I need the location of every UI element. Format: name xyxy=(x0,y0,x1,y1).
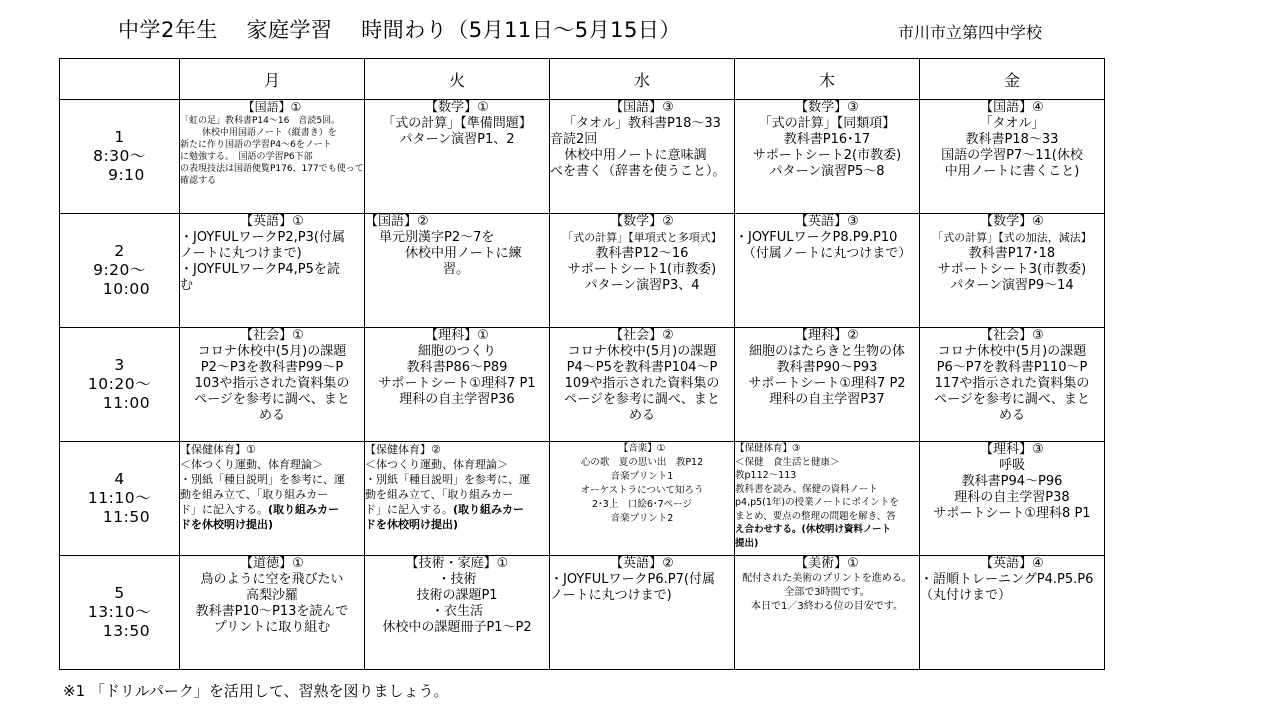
lesson-cell-mon-3 xyxy=(180,328,365,442)
lesson-subject: 【英語】③ xyxy=(795,214,859,229)
lesson-line: ページを参考に調べ、まと xyxy=(934,392,1090,407)
lesson-line: 教科書P16･17 xyxy=(783,132,871,147)
period-row-4 xyxy=(60,442,1105,556)
lesson-line: 教科書P18～33 xyxy=(965,132,1059,147)
lesson-line: 休校中用ノートに意味調 xyxy=(564,148,707,163)
lesson-line-bold: (取り組みカー xyxy=(268,503,340,516)
lesson-line: 技術の課題P1 xyxy=(416,588,498,603)
lesson-line: に勉強する。 国語の学習P6下部 xyxy=(180,152,313,162)
lesson-line: サポートシート1(市教委) xyxy=(567,262,717,277)
lesson-subject: 【数学】④ xyxy=(980,214,1044,229)
lesson-cell-fri-5 xyxy=(920,556,1105,670)
day-wednesday: 水 xyxy=(550,59,735,100)
lesson-line: パターン演習P9～14 xyxy=(950,278,1074,293)
lesson-line: 「タオル」 xyxy=(979,116,1045,131)
lesson-line: 細胞のつくり xyxy=(417,344,496,359)
lesson-line: 理科の自主学習P36 xyxy=(399,392,515,407)
lesson-line: 103や指示された資料集の xyxy=(194,376,350,391)
lesson-cell-mon-2 xyxy=(180,214,365,328)
lesson-cell-fri-1 xyxy=(920,100,1105,214)
period-start: 13:10～ xyxy=(87,603,152,621)
lesson-cell-thu-5 xyxy=(735,556,920,670)
lesson-line: ド」に記入する。 xyxy=(180,503,268,516)
lesson-line: 鳥のように空を飛びたい xyxy=(200,572,344,587)
period-label xyxy=(60,328,180,442)
lesson-line: コロナ休校中(5月)の課題 xyxy=(937,344,1087,359)
lesson-line: ＜保健 食生活と健康＞ xyxy=(735,456,840,468)
lesson-line: 音楽プリント2 xyxy=(610,513,674,524)
lesson-line: P6～P7を教科書P110～P xyxy=(936,360,1088,375)
lesson-cell-tue-2 xyxy=(365,214,550,328)
lesson-line: 休校中の課題冊子P1～P2 xyxy=(382,620,532,635)
lesson-cell-thu-4 xyxy=(735,442,920,556)
lesson-line: 国語の学習P7～11(休校 xyxy=(941,148,1083,163)
lesson-line: 音読2回 xyxy=(550,132,598,147)
lesson-cell-wed-3 xyxy=(550,328,735,442)
period-end: 10:00 xyxy=(102,280,151,298)
lesson-subject: 【英語】① xyxy=(240,214,304,229)
lesson-line: 心の歌 夏の思い出 教P12 xyxy=(580,457,704,468)
lesson-cell-wed-2 xyxy=(550,214,735,328)
lesson-line: 「虹の足」教科書P14～16 音読5回。 xyxy=(180,116,341,126)
lesson-line: 教科書P90～P93 xyxy=(776,360,878,375)
period-label xyxy=(60,100,180,214)
lesson-line: 「式の計算」【同類項】 xyxy=(758,116,896,131)
lesson-subject: 【国語】④ xyxy=(980,100,1044,115)
period-number: 1 xyxy=(114,128,125,146)
lesson-line: パターン演習P3、4 xyxy=(584,278,700,293)
lesson-subject: 【保健体育】① xyxy=(180,443,256,456)
timetable xyxy=(59,58,1105,670)
period-end: 11:00 xyxy=(102,394,151,412)
lesson-cell-mon-4 xyxy=(180,442,365,556)
lesson-line: サポートシート①理科7 P2 xyxy=(748,376,906,391)
lesson-line-bold: ドを休校明け提出) xyxy=(365,518,459,531)
lesson-line: 音楽プリント1 xyxy=(610,471,674,482)
lesson-line: 教科書P17･18 xyxy=(968,246,1056,261)
lesson-line: ・技術 xyxy=(437,572,477,587)
lesson-line: ノートに丸つけまで) xyxy=(550,588,672,603)
period-start: 8:30～ xyxy=(93,147,146,165)
lesson-line: パターン演習P1、2 xyxy=(399,132,515,147)
period-label xyxy=(60,442,180,556)
lesson-line: 中用ノートに書くこと) xyxy=(944,164,1080,179)
lesson-line-bold: え合わせする。(休校明け資料ノート xyxy=(735,524,892,535)
lesson-line: P4～P5を教科書P104～P xyxy=(566,360,718,375)
lesson-line: 習。 xyxy=(443,262,470,277)
lesson-line: 109や指示された資料集の xyxy=(564,376,720,391)
lesson-line-group xyxy=(365,502,549,517)
lesson-line-bold: (取り組みカー xyxy=(453,503,525,516)
lesson-line: 単元別漢字P2～7を xyxy=(379,230,495,245)
lesson-line: 本日で1／3終わる位の目安です。 xyxy=(751,601,903,612)
lesson-line: ・JOYFULワークP8.P9.P10 xyxy=(735,230,898,245)
lesson-line: 2･3上 口絵6･7ページ xyxy=(592,499,692,510)
lesson-line: 新たに作り国語の学習P4～6をノート xyxy=(180,140,332,150)
lesson-line: ページを参考に調べ、まと xyxy=(194,392,350,407)
lesson-line-group xyxy=(180,502,364,517)
lesson-subject: 【音楽】① xyxy=(618,443,666,454)
lesson-cell-fri-2 xyxy=(920,214,1105,328)
lesson-cell-tue-1 xyxy=(365,100,550,214)
lesson-line: ページを参考に調べ、まと xyxy=(564,392,720,407)
lesson-cell-mon-5 xyxy=(180,556,365,670)
school-name: 市川市立第四中学校 xyxy=(898,23,1043,42)
period-number: 3 xyxy=(114,356,125,374)
lesson-line: ＜体つくり運動、体育理論＞ xyxy=(180,458,323,471)
lesson-line: 高梨沙羅 xyxy=(245,588,298,603)
header-row xyxy=(60,59,1105,100)
lesson-cell-wed-4 xyxy=(550,442,735,556)
lesson-subject: 【社会】③ xyxy=(980,328,1044,343)
lesson-subject: 【英語】④ xyxy=(980,556,1044,571)
lesson-line: 教科書P12～16 xyxy=(595,246,689,261)
period-end: 9:10 xyxy=(108,166,145,184)
lesson-line: （丸付けまで） xyxy=(920,588,1012,603)
lesson-cell-thu-1 xyxy=(735,100,920,214)
period-row-1 xyxy=(60,100,1105,214)
period-row-5 xyxy=(60,556,1105,670)
lesson-line: む xyxy=(180,278,194,293)
lesson-line: 休校中用国語ノート（縦書き）を xyxy=(202,128,337,138)
lesson-cell-tue-4 xyxy=(365,442,550,556)
lesson-line: パターン演習P5～8 xyxy=(769,164,885,179)
lesson-subject: 【理科】② xyxy=(795,328,859,343)
lesson-line: ・語順トレーニングP4.P5.P6 xyxy=(920,572,1094,587)
day-friday: 金 xyxy=(920,59,1105,100)
lesson-line: 「式の計算」【式の加法，減法】 xyxy=(932,231,1092,244)
lesson-line: 全部で3時間です。 xyxy=(784,587,870,598)
lesson-line: ・JOYFULワークP4,P5を読 xyxy=(180,262,340,277)
lesson-subject: 【保健体育】② xyxy=(365,443,441,456)
lesson-subject: 【理科】① xyxy=(425,328,489,343)
lesson-cell-wed-5 xyxy=(550,556,735,670)
lesson-cell-wed-1 xyxy=(550,100,735,214)
period-number: 4 xyxy=(114,470,125,488)
lesson-line: サポートシート3(市教委) xyxy=(937,262,1087,277)
lesson-line: ・別紙「種目説明」を参考に、運 xyxy=(365,473,530,486)
lesson-line: 細胞のはたらきと生物の体 xyxy=(748,344,905,359)
lesson-subject: 【国語】① xyxy=(242,100,302,114)
lesson-line: の表現技法は国語便覧P176、177でも使って確認する xyxy=(180,164,364,186)
lesson-line: 動を組み立て、「取り組みカー xyxy=(365,488,514,501)
lesson-line: ・JOYFULワークP6.P7(付属 xyxy=(550,572,715,587)
lesson-subject: 【美術】① xyxy=(795,556,859,571)
lesson-line: 呼吸 xyxy=(998,458,1025,473)
lesson-line: コロナ休校中(5月)の課題 xyxy=(197,344,347,359)
period-end: 11:50 xyxy=(102,508,151,526)
lesson-line: 配付された美術のプリントを進める。 xyxy=(742,573,912,584)
lesson-cell-fri-4 xyxy=(920,442,1105,556)
lesson-line: 教科書P10～P13を読んで xyxy=(195,604,349,619)
lesson-line: 「式の計算」【単項式と多項式】 xyxy=(562,231,722,244)
lesson-line: p4,p5(1年)の授業ノートにポイントを xyxy=(735,497,899,508)
period-start: 9:20～ xyxy=(93,261,146,279)
lesson-line-bold: ドを休校明け提出) xyxy=(180,518,274,531)
lesson-line: オーケストラについて知ろう xyxy=(580,485,704,496)
lesson-line: 休校中用ノートに練 xyxy=(405,246,522,261)
lesson-line: 117や指示された資料集の xyxy=(934,376,1090,391)
lesson-line: 「式の計算」【準備問題】 xyxy=(382,116,532,131)
lesson-line: コロナ休校中(5月)の課題 xyxy=(567,344,717,359)
lesson-subject: 【国語】③ xyxy=(610,100,674,115)
lesson-cell-mon-1 xyxy=(180,100,365,214)
lesson-line: べを書く（辞書を使うこと）。 xyxy=(550,164,726,179)
lesson-subject: 【道徳】① xyxy=(240,556,304,571)
lesson-line: める xyxy=(628,408,655,423)
lesson-subject: 【数学】② xyxy=(610,214,674,229)
lesson-line: 教p112～113 xyxy=(735,470,797,481)
lesson-cell-tue-5 xyxy=(365,556,550,670)
period-row-3 xyxy=(60,328,1105,442)
lesson-line: める xyxy=(258,408,285,423)
lesson-line-bold: 提出) xyxy=(735,537,759,549)
period-row-2 xyxy=(60,214,1105,328)
lesson-line: 教科書P86～P89 xyxy=(406,360,508,375)
day-monday: 月 xyxy=(180,59,365,100)
lesson-line: プリントに取り組む xyxy=(213,620,331,635)
lesson-subject: 【保健体育】③ xyxy=(735,443,801,454)
lesson-subject: 【社会】② xyxy=(610,328,674,343)
lesson-line: 「タオル」教科書P18～33 xyxy=(563,116,721,131)
footnote: ※1 「ドリルパーク」を活用して、習熟を図りましょう。 xyxy=(63,682,449,700)
corner-cell xyxy=(60,59,180,100)
lesson-subject: 【国語】② xyxy=(365,214,429,229)
period-start: 10:20～ xyxy=(87,375,152,393)
period-start: 11:10～ xyxy=(87,489,152,507)
day-tuesday: 火 xyxy=(365,59,550,100)
period-label xyxy=(60,556,180,670)
lesson-cell-tue-3 xyxy=(365,328,550,442)
lesson-line: ・JOYFULワークP2,P3(付属 xyxy=(180,230,345,245)
lesson-line: ノートに丸つけまで) xyxy=(180,246,302,261)
lesson-cell-fri-3 xyxy=(920,328,1105,442)
lesson-line: ・別紙「種目説明」を参考に、運 xyxy=(180,473,345,486)
day-thursday: 木 xyxy=(735,59,920,100)
lesson-cell-thu-2 xyxy=(735,214,920,328)
lesson-line: （付属ノートに丸つけまで） xyxy=(742,246,912,261)
lesson-line: 教科書P94～P96 xyxy=(961,474,1063,489)
lesson-line: サポートシート①理科7 P1 xyxy=(378,376,536,391)
lesson-line: ＜体つくり運動、体育理論＞ xyxy=(365,458,508,471)
lesson-line: める xyxy=(998,408,1025,423)
lesson-subject: 【理科】③ xyxy=(980,442,1044,457)
lesson-line: ・衣生活 xyxy=(430,604,483,619)
lesson-line: 教科書を読み、保健の資料ノート xyxy=(735,483,878,495)
lesson-subject: 【数学】③ xyxy=(795,100,859,115)
lesson-line: ド」に記入する。 xyxy=(365,503,453,516)
lesson-line: 動を組み立て、「取り組みカー xyxy=(180,488,329,501)
lesson-cell-thu-3 xyxy=(735,328,920,442)
lesson-line: 理科の自主学習P38 xyxy=(954,490,1070,505)
lesson-line: サポートシート①理科8 P1 xyxy=(933,506,1091,521)
lesson-subject: 【社会】① xyxy=(240,328,304,343)
lesson-line: 理科の自主学習P37 xyxy=(769,392,885,407)
period-end: 13:50 xyxy=(102,622,151,640)
period-number: 2 xyxy=(114,242,125,260)
lesson-line: まとめ、要点の整理の問題を解き、答 xyxy=(735,510,896,522)
lesson-line: P2～P3を教科書P99～P xyxy=(200,360,344,375)
lesson-subject: 【英語】② xyxy=(610,556,674,571)
period-label xyxy=(60,214,180,328)
page-title: 中学2年生 家庭学習 時間わり（5月11日～5月15日） xyxy=(118,18,681,42)
lesson-subject: 【技術・家庭】① xyxy=(405,556,509,571)
lesson-subject: 【数学】① xyxy=(425,100,489,115)
lesson-line: サポートシート2(市教委) xyxy=(752,148,902,163)
period-number: 5 xyxy=(114,584,125,602)
